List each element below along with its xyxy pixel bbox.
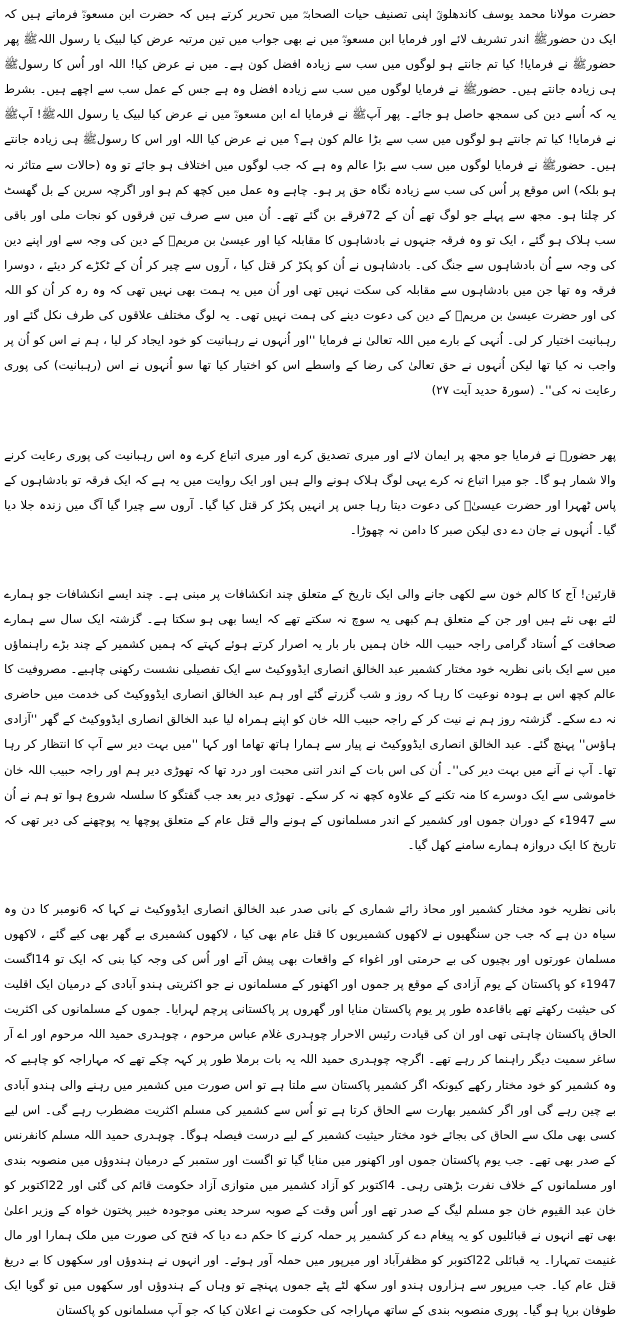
article-paragraph-3: قارئین! آج کا کالم خون سے لکھی جانے والی ایک تاریخ کے متعلق چند انکشافات پر مبنی ہے۔ چند ایسے انکشافات جو ہمارے لئے بھی نئے ہیں اور جن کے متعلق ہم کبھی یہ سوچ نہ سکتے تھے کہ ایسا بھی ہو سکتا ہے۔ گزشتہ ایک سال سے ہمارے صحافت کے اُستاد گرامی راجہ حبیب اللہ خان ہمیں بار بار یہ اصرار کرتے ہوئے کہتے کہ ہمیں کشمیر کے چند بڑے راہنماؤں میں سے ایک بانی نظریہ خود مختار کشمیر عبد الخالق انصاری ایڈووکیٹ سے ایک تفصیلی نشست رکھنی چاہیے۔ مصروفیت کا عالم کچھ اس بے ہودہ نوعیت کا رہا کہ روز و شب گزرتے گئے اور ہم عبد الخالق انصاری ایڈووکیٹ کی خدمت میں حاضری نہ دے سکے۔ گزشتہ روز ہم نے نیت کر کے راجہ حبیب اللہ خان کو اپنے ہمراہ لیا عبد الخالق انصاری ایڈووکیٹ کے گھر ''آزادی ہاؤس'' پہنچ گئے۔ عبد الخالق انصاری ایڈووکیٹ نے پیار سے ہمارا ہاتھ تھاما اور کہا ''میں بہت دیر سے آپ کا انتظار کر رہا تھا۔ آپ نے آنے میں بہت دیر کی''۔ اُن کی اس بات کے اندر اتنی محبت اور درد تھا کہ تھوڑی دیر ہم اور راجہ حبیب اللہ خان خاموشی سے ایک دوسرے کا منہ تکنے کے علاوہ کچھ نہ کر سکے۔ تھوڑی دیر بعد جب گفتگو کا سلسلہ شروع ہوا تو ہم نے اُن سے 1947ء کے دوران جموں اور کشمیر کے اندر مسلمانوں کے ہونے والے قتل عام کے متعلق پوچھا یہ پوچھنے کی دیر تھی کہ تاریخ کا ایک دروازہ ہمارے سامنے کھل گیا۔ bbox=[4, 586, 616, 852]
article-paragraph-4: بانی نظریہ خود مختار کشمیر اور محاذ رائے شماری کے بانی صدر عبد الخالق انصاری ایڈووکیٹ نے کہا کہ 6نومبر کا دن وہ سیاہ دن ہے کہ جب جن سنگھیوں نے لاکھوں کشمیریوں کا قتل عام بھی کیا ، لاکھوں کشمیری بے گھر بھی کیے گئے ، لاکھوں مسلمان عورتوں اور بچیوں کی بے حرمتی اور اغواء کے واقعات بھی پیش آئے اور اُس کی وجہ کیا بنی کہ ایک تو 14اگست 1947ء کو پاکستان کے یوم آزادی کے موقع پر جموں اور اکھنور کے مسلمانوں نے جو اکثریتی ہندو آبادی کے درمیان ایک اقلیت کی حیثیت رکھتے تھے باقاعدہ طور پر یوم پاکستان منایا اور گھروں پر پاکستانی پرچم لہرایا۔ جموں کے مسلمانوں کی اکثریت الحاق پاکستان چاہتی تھی اور ان کی قیادت رئیس الاحرار چوہدری غلام عباس مرحوم ، چوہدری حمید اللہ مرحوم اور اے آر ساغر سمیت دیگر راہنما کر رہے تھے۔ اگرچہ چوہدری حمید اللہ یہ بات برملا طور پر کہہ چکے تھے کہ مہاراجہ کو چاہیے کہ وہ کشمیر کو خود مختار رکھے کیونکہ اگر کشمیر پاکستان سے ملتا ہے تو اس صورت میں کشمیر میں رہنے والی ہندو آبادی بے چین رہے گی اور اگر کشمیر بھارت سے الحاق کرتا ہے تو اُس سے کشمیر کی مسلم اکثریت مضطرب رہے گی۔ اس لیے کسی بھی ملک سے الحاق کی بجائے خود مختار حیثیت کشمیر کے لیے درست فیصلہ ہوگا۔ چوہدری حمید اللہ مسلم کانفرنس کے صدر بھی تھے۔ جب یوم پاکستان جموں اور اکھنور میں منایا گیا تو اگست اور ستمبر کے درمیان ہندوؤں میں منصوبہ بندی اور مسلمانوں کے خلاف نفرت بڑھتی رہی۔ 4اکتوبر کو آزاد کشمیر میں متوازی آزاد حکومت قائم کی گئی اور 22اکتوبر کو خان عبد القیوم خان جو مسلم لیگ کے صدر تھے اور اُس وقت کے صوبہ سرحد یعنی موجودہ خیبر پختون خواہ کے وزیر اعلیٰ بھی تھے انہوں نے قبائلیوں کو یہ پیغام دے کر کشمیر پر حملہ کرنے کا حکم دے دیا کہ فتح کی صورت میں ملک ہمارا اور مال غنیمت تمہارا۔ یہ قبائلی 22اکتوبر کو مظفرآباد اور میرپور میں حملہ آور ہوئے۔ اور انہوں نے ہندوؤں اور سکھوں کا بے دریغ قتل عام کیا۔ جب میرپور سے ہزاروں ہندو اور سکھ لٹے پٹے جموں پہنچے تو وہاں کے ہندوؤں اور سکھوں میں تو گویا ایک طوفان برپا ہو گیا۔ پوری منصوبہ بندی کے ساتھ مہاراجہ کی حکومت نے اعلان کیا کہ جو آپ مسلمانوں کو پاکستان bbox=[4, 901, 616, 1318]
article-page bbox=[4, 2, 616, 1339]
article-paragraph-2: پھر حضورﷺ نے فرمایا جو مجھ پر ایمان لائے اور میری تصدیق کرے اور میری اتباع کرے وہ اس رہبانیت کی پوری رعایت کرنے والا شمار ہو گا۔ جو میرا اتباع نہ کرے یہی لوگ ہلاک ہونے والے ہیں اور ایک روایت میں یہ ہے کہ ایک فرقہ تو بادشاہوں کے پاس ٹھہرا اور حضرت عیسیٰؑ کی دعوت دیتا رہا جس پر انہیں پکڑ کر قتل کیا گیا۔ آروں سے چیرا گیا آگ میں زندہ جلا دیا گیا۔ اُنہوں نے جان دے دی لیکن صبر کا دامن نہ چھوڑا۔ bbox=[4, 447, 616, 537]
article-paragraph-1: حضرت مولانا محمد یوسف کاندھلویؒ اپنی تصنیف حیات الصحابہؓ میں تحریر کرتے ہیں کہ حضرت ابن مسعودؓ فرماتے ہیں کہ ایک دن حضورﷺ اندر تشریف لائے اور فرمایا ابن مسعودؓ میں نے بھی جواب میں تین مرتبہ عرض کیا لبیک یا رسول اللہﷺ پھر حضورﷺ نے فرمایا! کیا تم جانتے ہو لوگوں میں سب سے زیادہ افضل کون ہے۔ میں نے عرض کیا! اللہ اور اُس کا رسولﷺ ہی زیادہ جانتے ہیں۔ حضورﷺ نے فرمایا لوگوں میں سب سے زیادہ افضل وہ ہے جس کے عمل سب سے اچھے ہیں۔ بشرط یہ کہ اُسے دین کی سمجھ حاصل ہو جائے۔ پھر آپﷺ نے فرمایا اے ابن مسعودؓ میں نے عرض کیا لبیک یا رسول اللہﷺ! آپﷺ نے فرمایا! کیا تم جانتے ہو لوگوں میں سب سے بڑا عالم کون ہے؟ میں نے عرض کیا اللہ اور اس کا رسولﷺ ہی زیادہ جانتے ہیں۔ حضورﷺ نے فرمایا لوگوں میں سب سے بڑا عالم وہ ہے کہ جب لوگوں میں اختلاف ہو جائے تو وہ (حالات سے متاثر نہ ہو بلکہ) اس موقع پر اُس کی سب سے زیادہ نگاہ حق پر ہو۔ چاہے وہ عمل میں کچھ کم ہو اور اگرچہ سرین کے بل گھسٹ کر چلتا ہو۔ مجھ سے پہلے جو لوگ تھے اُن کے 72فرقے بن گئے تھے۔ اُن میں سے صرف تین فرقوں کو نجات ملی اور باقی سب ہلاک ہو گئے ، ایک تو وہ فرقہ جنہوں نے بادشاہوں کا مقابلہ کیا اور عیسیٰ بن مریمؑ کے دین کی وجہ سے اور اپنے دین کی وجہ سے اُن بادشاہوں سے جنگ کی۔ بادشاہوں نے اُن کو پکڑ کر قتل کیا ، آروں سے چیر کر اُن کے ٹکڑے کر دیئے ، دوسرا فرقہ وہ تھا جن میں بادشاہوں سے مقابلہ کی سکت نہیں تھی اور اُن میں یہ ہمت بھی نہیں تھی کہ وہ رہ کر اُن کو اللہ کی اور حضرت عیسیٰ بن مریمؑ کے دین کی دعوت دینے کی ہمت نہیں تھی۔ یہ لوگ مختلف علاقوں کی طرف نکل گئے اور رہبانیت اختیار کر لی۔ اُنہی کے بارے میں اللہ تعالیٰ نے فرمایا ''اور اُنہوں نے رہبانیت کو خود ایجاد کر لیا ، ہم نے اس کو اُن پر واجب نہ کیا تھا لیکن اُنہوں نے حق تعالیٰ کی رضا کے واسطے اس کو اختیار کیا تھا سو اُنہوں نے اس (رہبانیت) کی پوری رعایت نہ کی''۔ (سورۃ حدید آیت ۲۷) bbox=[4, 7, 616, 398]
